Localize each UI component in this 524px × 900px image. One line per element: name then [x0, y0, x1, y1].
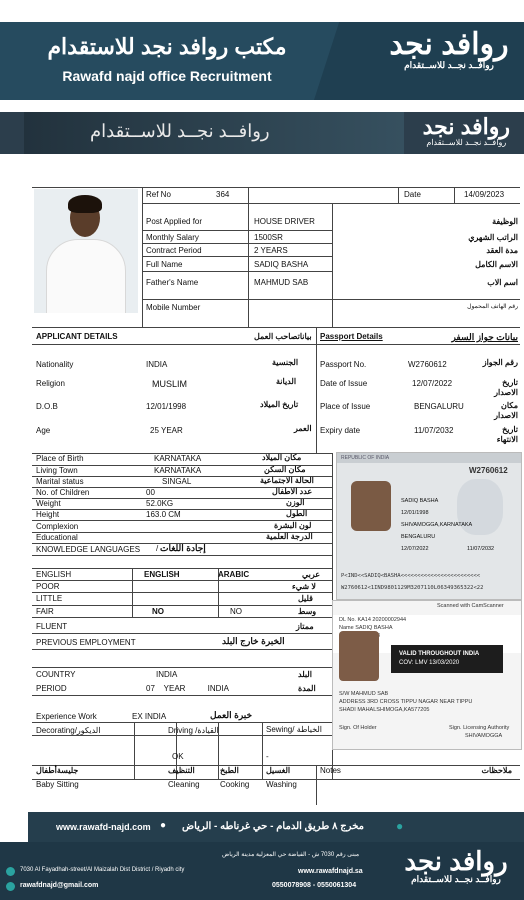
- language-row-poor-arabic: لا شيء: [292, 582, 316, 591]
- languages-heading: KNOWLEDGE LANGUAGES: [36, 545, 141, 554]
- washing-arabic: الغسيل: [266, 766, 291, 775]
- post-applied-value: HOUSE DRIVER: [254, 217, 315, 226]
- nationality-label: Nationality: [36, 360, 74, 369]
- passport-scan-dob: 12/01/1998: [401, 510, 429, 516]
- licence-sdw: S/W MAHMUD SAB: [339, 691, 389, 697]
- fathers-name-value: MAHMUD SAB: [254, 278, 309, 287]
- place-of-issue-value: BENGALURU: [414, 402, 464, 411]
- location-pin-icon: ●: [396, 819, 404, 833]
- sewing-dash: -: [266, 752, 269, 761]
- place-of-birth-label: Place of Birth: [36, 454, 84, 463]
- contract-period-value: 2 YEARS: [254, 246, 288, 255]
- baby-sitting-arabic: جليسةأطفال: [36, 766, 79, 775]
- living-town-arabic: مكان السكن: [264, 465, 306, 474]
- expiry-date-label: Expiry date: [320, 426, 361, 435]
- language-row-fair-arabic: وسط: [298, 607, 317, 616]
- passport-scan-issue-place: BENGALURU: [401, 534, 436, 540]
- banner: [0, 112, 524, 154]
- previous-employment-heading: PREVIOUS EMPLOYMENT: [36, 638, 136, 647]
- experience-work-arabic: خبرة العمل: [210, 710, 253, 720]
- licence-number: DL No. KA14 20200002944: [339, 617, 407, 623]
- passport-mrz-line-2: W2760612<1IND9801129M3207110L06349365322<22: [341, 585, 484, 591]
- baby-sitting-label: Baby Sitting: [36, 780, 79, 789]
- notes-arabic: ملاحظات: [481, 766, 512, 775]
- educational-label: Educational: [36, 533, 78, 542]
- licence-photo: [339, 631, 379, 681]
- weight-label: Weight: [36, 499, 61, 508]
- experience-work-label: Experience Work: [36, 712, 97, 721]
- authority-place: SHIVAMOGGA: [465, 733, 503, 739]
- age-label: Age: [36, 426, 51, 435]
- decorating-label: Decorating/الديكور: [36, 726, 101, 735]
- previous-employment-heading-arabic: الخبرة خارج البلد: [222, 636, 285, 646]
- sewing-label: Sewing/ الخياطة: [266, 725, 323, 734]
- letterhead: [0, 0, 524, 110]
- applicant-photo: [34, 189, 138, 313]
- banner-arabic-title: روافــد نجــد للاســتقدام: [90, 121, 270, 141]
- height-value: 163.0 CM: [146, 510, 181, 519]
- email-icon-dot: [6, 882, 15, 891]
- fathers-name-label: Father's Name: [146, 278, 199, 287]
- children-label: No. of Children: [36, 488, 90, 497]
- height-arabic: الطول: [286, 509, 308, 518]
- passport-no-label: Passport No.: [320, 360, 367, 369]
- cooking-arabic: الطبخ: [220, 766, 239, 775]
- complexion-arabic: لون البشرة: [274, 521, 312, 530]
- logo-mark: روافد نجد: [389, 28, 509, 61]
- country-arabic: البلد: [298, 670, 312, 679]
- language-row-english-arabic: عربي: [302, 570, 321, 579]
- living-town-value: KARNATAKA: [154, 466, 202, 475]
- passport-details-heading: Passport Details: [320, 332, 383, 341]
- marital-status-arabic: الحالة الاجتماعية: [260, 476, 314, 485]
- holder-signature-label: Sign. Of Holder: [339, 725, 377, 731]
- religion-arabic: الديانة: [276, 377, 297, 386]
- height-label: Height: [36, 510, 60, 519]
- passport-no-value: W2760612: [408, 360, 447, 369]
- notes-label: Notes: [320, 766, 341, 775]
- contract-period-arabic: مدة العقد: [486, 246, 518, 255]
- languages-heading-arabic: إجادة اللغات: [160, 543, 206, 553]
- ref-no-label: Ref No: [146, 190, 171, 199]
- weight-value: 52.0KG: [146, 499, 174, 508]
- fathers-name-arabic: اسم الاب: [487, 278, 518, 287]
- banner-logo-mark: روافد نجد: [422, 114, 510, 139]
- mobile-number-arabic: رقم الهاتف المحمول: [467, 304, 518, 310]
- scanner-watermark: Scanned with CamScanner: [437, 603, 504, 609]
- footer-logo-mark: روافد نجد: [404, 846, 508, 876]
- footer-strip: [28, 812, 524, 842]
- passport-scan-header: REPUBLIC OF INDIA: [337, 453, 521, 463]
- ref-no-value: 364: [216, 190, 230, 199]
- monthly-salary-arabic: الراتب الشهري: [468, 233, 518, 242]
- full-name-arabic: الاسم الكامل: [475, 260, 518, 269]
- mobile-number-label: Mobile Number: [146, 303, 201, 312]
- post-applied-label: Post Applied for: [146, 217, 203, 226]
- photo-hair: [68, 195, 102, 213]
- passport-photo: [351, 481, 391, 531]
- nationality-arabic: الجنسية: [272, 358, 299, 367]
- weight-arabic: الوزن: [286, 498, 305, 507]
- dob-value: 12/01/1998: [146, 402, 187, 411]
- language-row-english-label: ENGLISH: [36, 570, 72, 579]
- passport-mrz-line-1: P<IND<<SADIQ<BASHA<<<<<<<<<<<<<<<<<<<<<<<<: [341, 573, 481, 579]
- globe-icon: ●: [160, 820, 167, 831]
- nationality-value: INDIA: [146, 360, 168, 369]
- arabic-column-header: ARABIC: [218, 570, 250, 579]
- language-row-fluent-label: FLUENT: [36, 622, 68, 631]
- email-link[interactable]: rawafdnajd@gmail.com: [20, 882, 99, 889]
- expiry-date-arabic: تاريخ الانتهاء: [496, 425, 518, 444]
- passport-scan-number: W2760612: [469, 466, 508, 475]
- place-of-issue-arabic: مكان الاصدار: [494, 401, 518, 420]
- driving-label: Driving /القيادة: [168, 726, 219, 735]
- expiry-date-value: 11/07/2032: [414, 426, 454, 435]
- passport-scan-surname: SADIQ BASHA: [401, 498, 439, 504]
- language-row-little-label: LITTLE: [36, 594, 63, 603]
- driving-licence-scan: [332, 600, 522, 750]
- cooking-label: Cooking: [220, 780, 250, 789]
- company-logo: [384, 30, 514, 71]
- english-column-header: ENGLISH: [144, 570, 180, 579]
- language-fair-arabic-value: NO: [230, 607, 242, 616]
- office-title-arabic: مكتب روافد نجد للاستقدام: [47, 34, 287, 59]
- photo-shirt: [46, 239, 126, 313]
- office-title-english: Rawafd najd office Recruitment: [62, 68, 272, 84]
- licence-address: ADDRESS 3RD CROSS TIPPU NAGAR NEAR TIPPU: [339, 699, 473, 705]
- banner-logo: [423, 116, 510, 147]
- language-fair-english-value: NO: [152, 607, 164, 616]
- languages-slash: /: [156, 544, 159, 553]
- phone-numbers[interactable]: 0550078908 - 0550061304: [272, 882, 357, 889]
- children-value: 00: [146, 488, 155, 497]
- complexion-label: Complexion: [36, 522, 79, 531]
- full-name-value: SADIQ BASHA: [254, 260, 309, 269]
- full-name-label: Full Name: [146, 260, 183, 269]
- driving-ok-value: OK: [172, 752, 184, 761]
- route-address-arabic: مخرج ٨ طريق الدمام - حي غرناطه - الرياض: [182, 821, 364, 832]
- cleaning-label: Cleaning: [168, 780, 200, 789]
- period-label: PERIOD: [36, 684, 67, 693]
- banner-logo-subtitle: روافــد نجــد للاســتقدام: [426, 138, 507, 147]
- dob-label: D.O.B: [36, 402, 58, 411]
- footer-logo: [392, 848, 520, 885]
- footer-contact: [0, 842, 524, 900]
- period-value: 07 YEAR INDIA: [146, 684, 229, 693]
- religion-value: MUSLIM: [152, 379, 188, 389]
- licence-cov: COV: LMV 13/03/2020: [399, 660, 460, 666]
- footer-logo-subtitle: روافــد نجــد للاســتقدام: [411, 874, 501, 884]
- place-of-birth-arabic: مكان الميلاد: [262, 453, 302, 462]
- date-of-issue-value: 12/07/2022: [412, 379, 453, 388]
- location-icon: [6, 867, 15, 876]
- washing-label: Washing: [266, 780, 297, 789]
- building-address-arabic: مبنى رقم 7030 ش - الفياضة حي المعزلية مدينة الرياض: [222, 852, 360, 858]
- passport-no-arabic: رقم الجواز: [482, 358, 518, 367]
- cleaning-arabic: التنظيف: [168, 766, 195, 775]
- age-value: 25 YEAR: [150, 426, 183, 435]
- contract-period-label: Contract Period: [146, 246, 202, 255]
- passport-scan: [336, 452, 522, 600]
- location-icon-dot: [6, 867, 15, 876]
- licence-address-2: SHADI MAHALSHIMOGA,KA577205: [339, 707, 430, 713]
- marital-status-value: SINGAL: [162, 477, 192, 486]
- date-of-issue-arabic: تاريخ الاصدار: [494, 378, 518, 397]
- post-applied-arabic: الوظيفة: [492, 217, 518, 226]
- monthly-salary-label: Monthly Salary: [146, 233, 199, 242]
- language-row-fluent-arabic: ممتاز: [296, 622, 314, 631]
- language-row-poor-label: POOR: [36, 582, 60, 591]
- street-address: 7030 Al Fayadhah-street/Al Maizalah Dist District / Riyadh city: [20, 867, 185, 873]
- website-link-2[interactable]: www.rawafdnajd.sa: [298, 868, 363, 875]
- experience-work-value: EX INDIA: [132, 712, 167, 721]
- dob-arabic: تاريخ الميلاد: [260, 400, 299, 409]
- living-town-label: Living Town: [36, 466, 78, 475]
- licence-name: Name SADIQ BASHA: [339, 625, 393, 631]
- date-of-issue-label: Date of Issue: [320, 379, 368, 388]
- passport-scan-place: SHIVAMOGGA,KARNATAKA: [401, 522, 473, 528]
- country-value: INDIA: [156, 670, 178, 679]
- religion-label: Religion: [36, 379, 65, 388]
- passport-details-heading-arabic: بيانات جواز السفر: [451, 332, 518, 342]
- passport-scan-issue: 12/07/2022: [401, 546, 429, 552]
- applicant-details-heading: APPLICANT DETAILS: [36, 332, 118, 341]
- logo-subtitle: روافــد نجــد للاســتقدام: [404, 60, 494, 70]
- licence-valid-text: VALID THROUGHOUT INDIA: [399, 651, 480, 657]
- country-label: COUNTRY: [36, 670, 76, 679]
- applicant-details-heading-arabic: بياناتصاحب العمل: [254, 332, 312, 341]
- website-link[interactable]: www.rawafd-najd.com: [56, 822, 151, 832]
- date-label: Date: [404, 190, 421, 199]
- language-row-little-arabic: قليل: [298, 594, 313, 603]
- passport-scan-expiry: 11/07/2032: [467, 546, 495, 552]
- place-of-issue-label: Place of Issue: [320, 402, 371, 411]
- children-arabic: عدد الاطفال: [272, 487, 313, 496]
- marital-status-label: Marital status: [36, 477, 84, 486]
- period-arabic: المدة: [298, 684, 316, 693]
- educational-arabic: الدرجة العلمية: [266, 532, 313, 541]
- monthly-salary-value: 1500SR: [254, 233, 283, 242]
- authority-signature-label: Sign. Licensing Authority: [449, 725, 510, 731]
- licence-validity-box: [391, 645, 503, 673]
- place-of-birth-value: KARNATAKA: [154, 454, 202, 463]
- date-value: 14/09/2023: [464, 190, 505, 199]
- email-icon: [6, 882, 15, 891]
- language-row-fair-label: FAIR: [36, 607, 54, 616]
- age-arabic: العمر: [294, 424, 312, 433]
